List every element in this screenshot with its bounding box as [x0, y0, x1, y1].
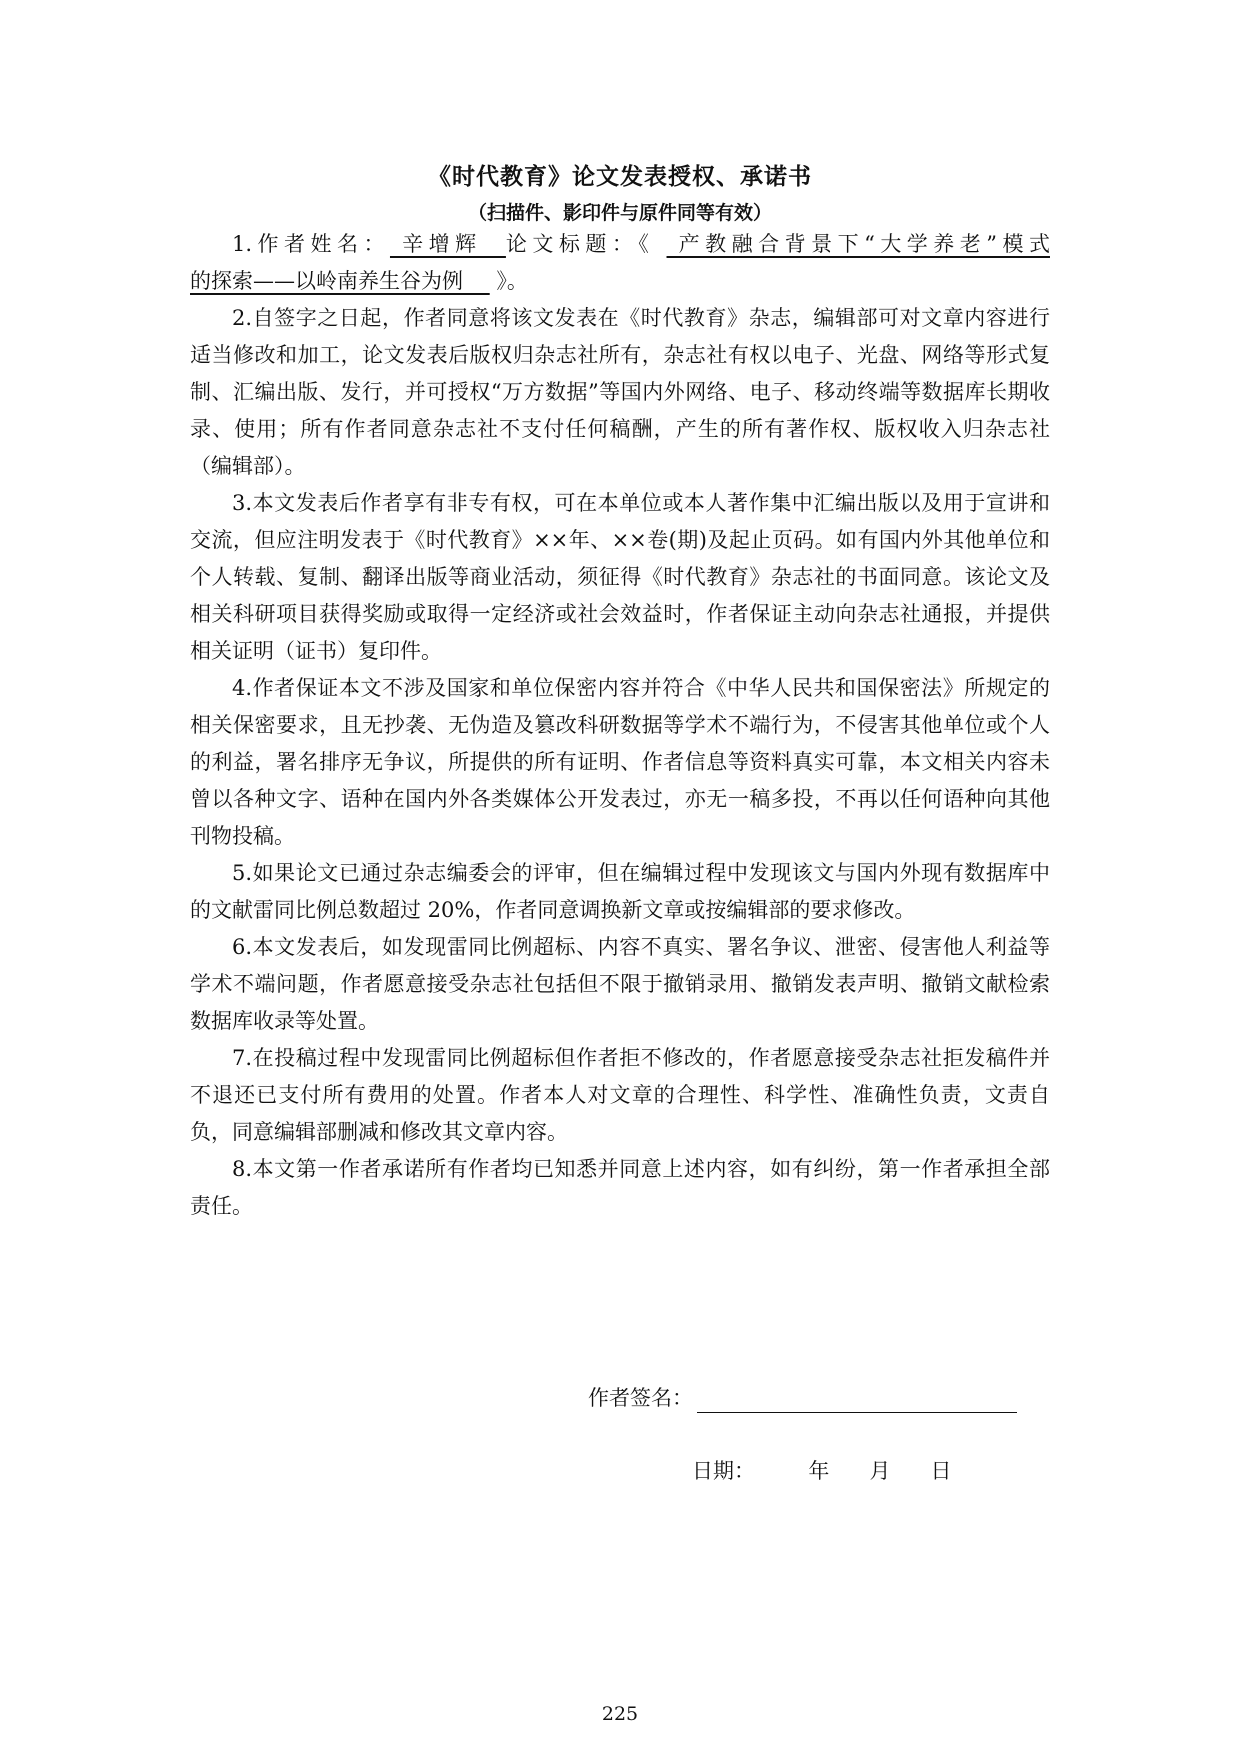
paper-title-value-2: 的探索——以岭南养生谷为例: [190, 269, 490, 293]
signature-field[interactable]: [697, 1388, 1017, 1413]
author-name-label: 1.作者姓名：: [232, 232, 390, 256]
signature-row: [588, 1383, 1017, 1413]
day-label: 日: [930, 1459, 952, 1483]
document-subtitle: （扫描件、影印件与原件同等有效）: [467, 202, 772, 224]
item-1: [190, 226, 1050, 300]
item-7: 7.在投稿过程中发现雷同比例超标但作者拒不修改的，作者愿意接受杂志社拒发稿件并不退还已支付所有费用的处置。作者本人对文章的合理性、科学性、准确性负责，文责自负，同意编辑部删减和修改其文章内容。: [190, 1046, 1050, 1144]
signature-label: 作者签名：: [588, 1386, 693, 1410]
item-3: 3.本文发表后作者享有非专有权，可在本单位或本人著作集中汇编出版以及用于宣讲和交流，但应注明发表于《时代教育》××年、××卷(期)及起止页码。如有国内外其他单位和个人转载、复制、翻译出版等商业活动，须征得《时代教育》杂志社的书面同意。该论文及相关科研项目获得奖励或取得一定经济或社会效益时，作者保证主动向杂志社通报，并提供相关证明（证书）复印件。: [190, 491, 1050, 663]
author-name-value: 辛增辉: [389, 232, 506, 256]
document-body: [190, 226, 1050, 1225]
date-label: 日期：: [692, 1459, 755, 1483]
item-8: 8.本文第一作者承诺所有作者均已知悉并同意上述内容，如有纠纷，第一作者承担全部责任。: [190, 1157, 1050, 1218]
item-4: 4.作者保证本文不涉及国家和单位保密内容并符合《中华人民共和国保密法》所规定的相关保密要求，且无抄袭、无伪造及篡改科研数据等学术不端行为，不侵害其他单位或个人的利益，署名排序无争议，所提供的所有证明、作者信息等资料真实可靠，本文相关内容未曾以各种文字、语种在国内外各类媒体公开发表过，亦无一稿多投，不再以任何语种向其他刊物投稿。: [190, 676, 1050, 848]
item-5: 5.如果论文已通过杂志编委会的评审，但在编辑过程中发现该文与国内外现有数据库中的文献雷同比例总数超过 20%，作者同意调换新文章或按编辑部的要求修改。: [190, 861, 1050, 922]
item-6: 6.本文发表后，如发现雷同比例超标、内容不真实、署名争议、泄密、侵害他人利益等学术不端问题，作者愿意接受杂志社包括但不限于撤销录用、撤销发表声明、撤销文献检索数据库收录等处置。: [190, 935, 1050, 1033]
month-label: 月: [869, 1459, 891, 1483]
paper-title-value-1: 产教融合背景下“大学养老”模式: [666, 232, 1050, 256]
document-title: 《时代教育》论文发表授权、承诺书: [428, 164, 812, 190]
paper-title-end: 》。: [489, 269, 528, 293]
page-number: 225: [601, 1703, 639, 1725]
paper-title-label: 论文标题：《: [505, 232, 667, 256]
item-2: 2.自签字之日起，作者同意将该文发表在《时代教育》杂志，编辑部可对文章内容进行适当修改和加工，论文发表后版权归杂志社所有，杂志社有权以电子、光盘、网络等形式复制、汇编出版、发行，并可授权“万方数据”等国内外网络、电子、移动终端等数据库长期收录、使用；所有作者同意杂志社不支付任何稿酬，产生的所有著作权、版权收入归杂志社（编辑部）。: [190, 306, 1050, 478]
year-label: 年: [808, 1459, 830, 1483]
date-row: [692, 1456, 952, 1486]
